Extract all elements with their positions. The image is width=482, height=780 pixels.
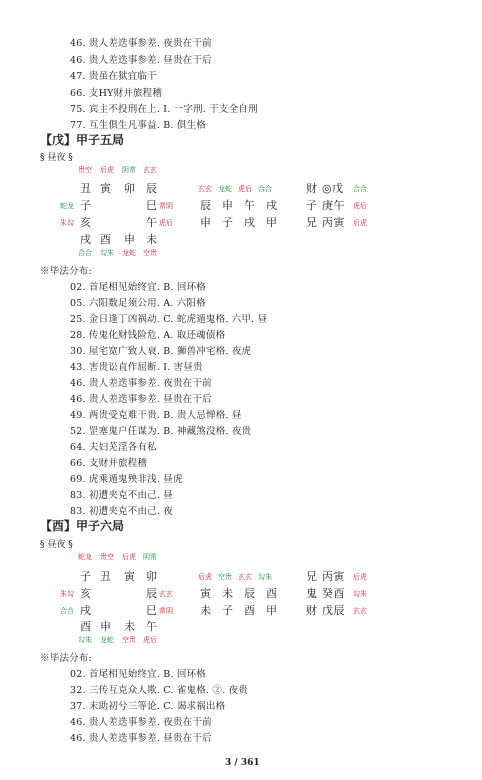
- branch: 卯: [146, 570, 158, 583]
- branch: 酉: [100, 233, 112, 246]
- rule-item: 02. 首尾相见始终宜. B. 回环格: [70, 282, 206, 293]
- branch: 酉: [80, 620, 92, 633]
- god-label: 空贵: [143, 249, 157, 257]
- liuqin-label: 子: [306, 199, 318, 212]
- rules-heading: ※毕法分布:: [40, 653, 92, 664]
- branch: 午: [244, 199, 256, 212]
- section-title: 【戊】甲子五局: [40, 133, 125, 147]
- rule-item: 66. 支HY财并旅程稽: [70, 88, 163, 99]
- god-label: 玄玄: [238, 573, 252, 581]
- god-label: 合合: [78, 249, 92, 257]
- god-label: 勾朱: [353, 590, 367, 598]
- god-label: 蛇龙: [78, 553, 92, 561]
- god-label: 虎后: [143, 636, 157, 644]
- rule-item: 46. 贵人差迭事参差. 夜贵在干前: [70, 717, 212, 728]
- god-label: 勾朱: [258, 573, 272, 581]
- god-label: 玄玄: [159, 590, 173, 598]
- god-label: 蛇龙: [60, 202, 74, 210]
- branch: 酉: [244, 604, 256, 617]
- rule-item: 49. 两贵受克难干贵. B. 贵人忌惮格. 昼: [70, 410, 242, 421]
- rule-item: 32. 三传互克众人欺. C. 雀鬼格. ②. 夜贵: [70, 685, 248, 696]
- rule-item: 83. 初遭夹克不由己. 昼: [70, 490, 173, 501]
- god-label: 合合: [258, 185, 272, 193]
- branch: 未: [222, 587, 234, 600]
- god-label: 合合: [60, 607, 74, 615]
- branch: 酉: [266, 587, 278, 600]
- rules-heading: ※毕法分布:: [40, 266, 92, 277]
- branch: 巳: [146, 604, 158, 617]
- rule-item: 64. 夫妇芜淫各有私: [70, 442, 157, 453]
- god-label: 虎后: [353, 202, 367, 210]
- branch: 辰: [200, 199, 212, 212]
- rule-item: 75. 宾主不投刑在上. Ⅰ. 一字刑. 干支全自刑: [70, 104, 258, 115]
- god-label: 朱勾: [60, 219, 74, 227]
- rule-item: 05. 六阳数足须公用. A. 六阳格: [70, 298, 206, 309]
- branch: 巳: [146, 199, 158, 212]
- branch: 未: [124, 620, 136, 633]
- god-label: 合合: [353, 185, 367, 193]
- rule-item: 69. 虎乘遁鬼殃非浅. 昼虎: [70, 474, 183, 485]
- rule-item: 66. 支财并旅程稽: [70, 458, 148, 469]
- branch: 戌: [244, 216, 256, 229]
- branch: 卯: [124, 182, 136, 195]
- branch: 甲: [266, 216, 278, 229]
- god-label: 阴常: [143, 553, 157, 561]
- page-number: 3 / 361: [225, 758, 260, 768]
- branch: 寅: [124, 570, 136, 583]
- branch: 寅: [200, 587, 212, 600]
- branch: 申: [222, 199, 234, 212]
- rule-item: 43. 害贵讼直作屈断. Ⅰ. 害昼贵: [70, 362, 203, 373]
- liuqin-label: 财: [306, 604, 318, 617]
- branch: 未: [200, 604, 212, 617]
- god-label: 贵空: [100, 553, 114, 561]
- god-label: 虎后: [238, 185, 252, 193]
- branch: 午: [146, 216, 158, 229]
- rule-item: 02. 首尾相见始终宜. B. 回环格: [70, 669, 206, 680]
- god-label: 后虎: [100, 166, 114, 174]
- liuqin-label: 财: [306, 182, 318, 195]
- god-label: 空贵: [122, 636, 136, 644]
- god-label: 玄玄: [198, 185, 212, 193]
- branch: 亥: [80, 216, 92, 229]
- god-label: 朱勾: [60, 590, 74, 598]
- god-label: 贵空: [78, 166, 92, 174]
- branch: 子: [80, 199, 92, 212]
- section-title: 【酉】甲子六局: [40, 519, 125, 533]
- rule-item: 37. 末助初兮三等论. C. 谒求祸出格: [70, 701, 226, 712]
- branch: 辰: [146, 182, 158, 195]
- god-label: 后虎: [353, 573, 367, 581]
- liuqin-label: 兄: [306, 570, 318, 583]
- stem-branch: ◎戊: [322, 182, 344, 195]
- god-label: 玄玄: [143, 166, 157, 174]
- branch: 申: [124, 233, 136, 246]
- branch: 丑: [80, 182, 92, 195]
- stem-branch: 丙寅: [322, 570, 345, 583]
- rule-item: 46. 贵人差迭事参差. 夜贵在干前: [70, 38, 212, 49]
- rule-item: 46. 贵人差迭事参差. 昼贵在干后: [70, 733, 212, 744]
- branch: 戌: [266, 199, 278, 212]
- god-label: 后虎: [353, 219, 367, 227]
- branch: 子: [80, 570, 92, 583]
- branch: 子: [222, 604, 234, 617]
- rule-item: 83. 初遭夹克不由己. 夜: [70, 506, 173, 517]
- stem-branch: 戊辰: [322, 604, 345, 617]
- god-label: 阴常: [122, 166, 136, 174]
- rule-item: 25. 金日逢丁凶祸动. C. 蛇虎遁鬼格. 六甲. 昼: [70, 314, 268, 325]
- rule-item: 46. 贵人差迭事参差. 昼贵在干后: [70, 394, 212, 405]
- god-label: 后虎: [198, 573, 212, 581]
- god-label: 后虎: [122, 553, 136, 561]
- god-label: 空贵: [218, 573, 232, 581]
- rule-item: 77. 互生俱生凡事益. B. 俱生格: [70, 120, 206, 131]
- branch: 戌: [80, 233, 92, 246]
- rule-item: 28. 传鬼化财钱险危. A. 取还魂债格: [70, 330, 226, 341]
- rule-item: 46. 贵人差迭事参差. 夜贵在干前: [70, 378, 212, 389]
- section-subtitle: § 昼夜 §: [40, 540, 73, 550]
- god-label: 勾朱: [100, 249, 114, 257]
- liuqin-label: 兄: [306, 216, 318, 229]
- god-label: 常阴: [159, 202, 173, 210]
- branch: 戌: [80, 604, 92, 617]
- branch: 寅: [100, 182, 112, 195]
- god-label: 常阴: [159, 607, 173, 615]
- branch: 甲: [266, 604, 278, 617]
- rule-item: 30. 屋宅宽广致人衰. B. 狮兽冲宅格. 夜虎: [70, 346, 252, 357]
- stem-branch: 庚午: [322, 199, 345, 212]
- stem-branch: 癸酉: [322, 587, 345, 600]
- branch: 申: [100, 620, 112, 633]
- branch: 丑: [100, 570, 112, 583]
- branch: 辰: [146, 587, 158, 600]
- god-label: 虎后: [159, 219, 173, 227]
- branch: 子: [222, 216, 234, 229]
- rule-item: 47. 贵虽在狱宜临干: [70, 71, 157, 82]
- section-subtitle: § 昼夜 §: [40, 153, 73, 163]
- god-label: 玄玄: [353, 607, 367, 615]
- rule-item: 46. 贵人差迭事参差. 昼贵在干后: [70, 55, 212, 66]
- god-label: 龙蛇: [100, 636, 114, 644]
- god-label: 龙蛇: [218, 185, 232, 193]
- branch: 亥: [80, 587, 92, 600]
- rule-item: 52. 罡塞鬼户任谋为. B. 神藏煞没格. 夜贵: [70, 426, 252, 437]
- god-label: 勾朱: [78, 636, 92, 644]
- liuqin-label: 鬼: [306, 587, 318, 600]
- branch: 午: [146, 620, 158, 633]
- god-label: 龙蛇: [122, 249, 136, 257]
- stem-branch: 丙寅: [322, 216, 345, 229]
- branch: 未: [146, 233, 158, 246]
- branch: 申: [200, 216, 212, 229]
- branch: 辰: [244, 587, 256, 600]
